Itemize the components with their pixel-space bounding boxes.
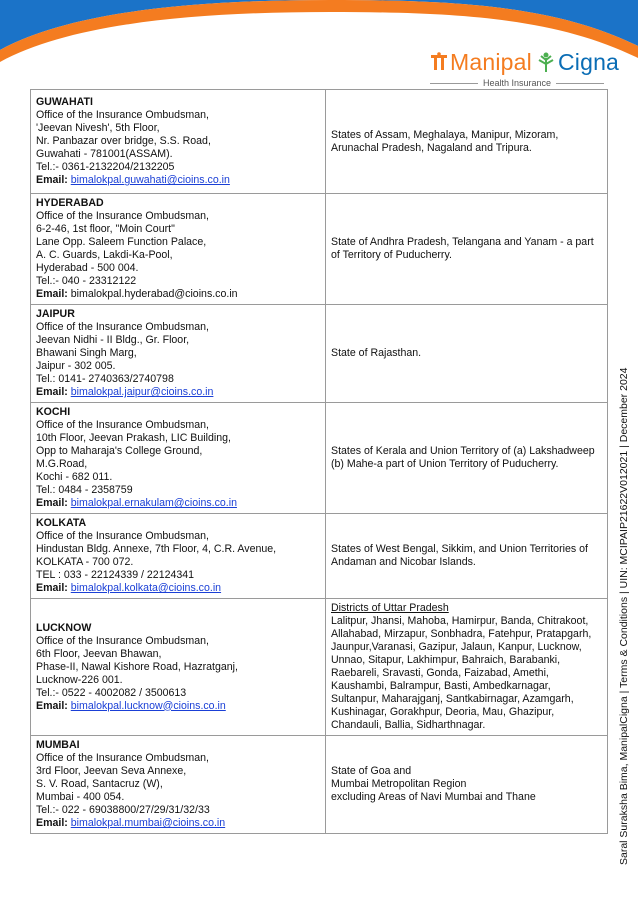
office-city: KOLKATA [36,517,87,529]
office-address-line: Tel.:- 0361-2132204/2132205 [36,161,175,173]
email-label: Email: [36,817,68,829]
office-row [31,305,608,403]
office-city: KOCHI [36,406,71,418]
office-address-cell [31,599,326,736]
office-address-line: S. V. Road, Santacruz (W), [36,778,163,790]
jurisdiction-text: States of West Bengal, Sikkim, and Union Territories of Andaman and Nicobar Islands. [331,543,588,568]
jurisdiction-cell [326,305,608,403]
jurisdiction-cell [326,194,608,305]
office-email-link[interactable]: bimalokpal.hyderabad@cioins.co.in [70,288,238,300]
office-address-line: Tel.:- 0522 - 4002082 / 3500613 [36,686,187,699]
office-address-line: Guwahati - 781001(ASSAM). [36,148,173,160]
jurisdiction-cell [326,403,608,514]
office-address-cell [31,736,326,834]
office-address-line: Kochi - 682 011. [36,471,113,483]
office-address-line: TEL : 033 - 22124339 / 22124341 [36,569,195,581]
jurisdiction-cell [326,599,608,736]
office-address-line: Nr. Panbazar over bridge, S.S. Road, [36,135,211,147]
jurisdiction-text: States of Assam, Meghalaya, Manipur, Mizoram, Arunachal Pradesh, Nagaland and Tripura. [331,128,559,154]
office-address-line: Lane Opp. Saleem Function Palace, [36,236,207,248]
office-email-line [36,288,320,301]
office-address-line: Tel.: 0484 - 2358759 [36,484,133,496]
email-label: Email: [36,497,68,509]
office-email-line [36,386,320,399]
office-address-line: Office of the Insurance Ombudsman, [36,109,209,121]
jurisdiction-cell [326,736,608,834]
manipal-mark-icon [430,52,450,72]
office-address-line: Phase-II, Nawal Kishore Road, Hazratganj, [36,660,238,673]
office-address-line: M.G.Road, [36,458,88,470]
jurisdiction-text: State of Andhra Pradesh, Telangana and Yanam - a part of Territory of Puducherry. [331,236,594,261]
office-email-link[interactable]: bimalokpal.guwahati@cioins.co.in [70,174,230,186]
office-row [31,514,608,599]
office-address-cell [31,90,326,194]
office-address-line: 3rd Floor, Jeevan Seva Annexe, [36,765,187,777]
office-email-link[interactable]: bimalokpal.kolkata@cioins.co.in [70,582,222,594]
office-address-line: Bhawani Singh Marg, [36,347,137,359]
tagline-rule-left [430,83,478,84]
office-address-line: Office of the Insurance Ombudsman, [36,530,209,542]
footer-side-note: Saral Suraksha Bima, ManipalCigna | Terms & Conditions | UIN: MCIPAIP21622V012021 | December 2024 [618,367,630,865]
office-address-line: 'Jeevan Nivesh', 5th Floor, [36,122,160,134]
office-row [31,403,608,514]
office-address-line: Office of the Insurance Ombudsman, [36,634,209,647]
office-city: JAIPUR [36,308,75,320]
office-address-line: A. C. Guards, Lakdi-Ka-Pool, [36,249,173,261]
office-email-line [36,817,320,830]
office-email-line [36,700,320,713]
email-label: Email: [36,288,68,300]
email-label: Email: [36,386,68,398]
brand-name-cigna: Cigna [557,48,620,75]
brand-name-manipal: Manipal [450,48,532,75]
brand-tagline: Health Insurance [483,78,552,88]
office-address-line: 6-2-46, 1st floor, "Moin Court" [36,223,175,235]
office-address-line: Office of the Insurance Ombudsman, [36,321,209,333]
office-address-cell [31,403,326,514]
office-address-line: Office of the Insurance Ombudsman, [36,210,209,222]
email-label: Email: [36,582,68,594]
office-address-line: Jaipur - 302 005. [36,360,116,372]
office-address-line: Lucknow-226 001. [36,673,123,686]
office-email-link[interactable]: bimalokpal.jaipur@cioins.co.in [70,386,214,398]
jurisdiction-text: States of Kerala and Union Territory of (a) Lakshadweep (b) Mahe-a part of Union Territory of Puducherry. [331,445,595,470]
office-address-line: Tel.:- 022 - 69038800/27/29/31/32/33 [36,804,210,816]
jurisdiction-text: State of Goa and Mumbai Metropolitan Region excluding Areas of Navi Mumbai and Thane [331,765,536,803]
office-address-line: Office of the Insurance Ombudsman, [36,752,209,764]
cigna-tree-icon [536,51,556,73]
office-email-line [36,174,320,187]
email-label: Email: [36,699,68,712]
jurisdiction-cell [326,514,608,599]
office-address-line: Opp to Maharaja's College Ground, [36,445,203,457]
ombudsman-offices-table [30,89,608,834]
email-label: Email: [36,174,68,186]
office-address-line: 10th Floor, Jeevan Prakash, LIC Building, [36,432,231,444]
office-address-line: 6th Floor, Jeevan Bhawan, [36,647,162,660]
office-row [31,90,608,194]
office-address-cell [31,514,326,599]
office-city: GUWAHATI [36,96,93,108]
jurisdiction-text: Lalitpur, Jhansi, Mahoba, Hamirpur, Banda, Chitrakoot, Allahabad, Mirzapur, Sonbhadra, Fatehpur, Pratapgarh, Jaunpur,Varanasi, Gazipur, Jalaun, Kanpur, Lucknow, Unnao, Sitapur, Lakhimpur, Bahraich, Barabanki, Raebareli, Sravasti, Gonda, Faizabad, Amethi, Kaushambi, Balrampur, Basti, Ambedkarnagar, Sultanpur, Maharajganj, Santkabirnagar, Azamgarh, Kushinagar, Gorakhpur, Deoria, Mau, Ghazipur, Chandauli, Ballia, Sidharthnagar. [331,615,592,731]
tagline-rule-right [556,83,604,84]
jurisdiction-text: State of Rajasthan. [331,347,422,359]
office-city: LUCKNOW [36,621,92,634]
office-address-line: Hindustan Bldg. Annexe, 7th Floor, 4, C.R. Avenue, [36,543,277,555]
office-city: HYDERABAD [36,197,104,209]
office-email-line [36,497,320,510]
office-address-line: Tel.: 0141- 2740363/2740798 [36,373,174,385]
office-address-line: Mumbai - 400 054. [36,791,125,803]
office-address-line: KOLKATA - 700 072. [36,556,134,568]
office-address-cell [31,305,326,403]
office-email-link[interactable]: bimalokpal.lucknow@cioins.co.in [70,699,226,712]
office-row [31,194,608,305]
office-email-link[interactable]: bimalokpal.ernakulam@cioins.co.in [70,497,237,509]
office-address-line: Tel.:- 040 - 23312122 [36,275,137,287]
office-address-cell [31,194,326,305]
office-email-link[interactable]: bimalokpal.mumbai@cioins.co.in [70,817,226,829]
office-address-line: Hyderabad - 500 004. [36,262,139,274]
jurisdiction-cell [326,90,608,194]
office-email-line [36,582,320,595]
office-city: MUMBAI [36,739,80,751]
office-row [31,736,608,834]
jurisdiction-title: Districts of Uttar Pradesh [331,602,449,614]
manipal-cigna-logo [430,48,620,90]
office-address-line: Office of the Insurance Ombudsman, [36,419,209,431]
office-address-line: Jeevan Nidhi - II Bldg., Gr. Floor, [36,334,190,346]
office-row [31,599,608,736]
